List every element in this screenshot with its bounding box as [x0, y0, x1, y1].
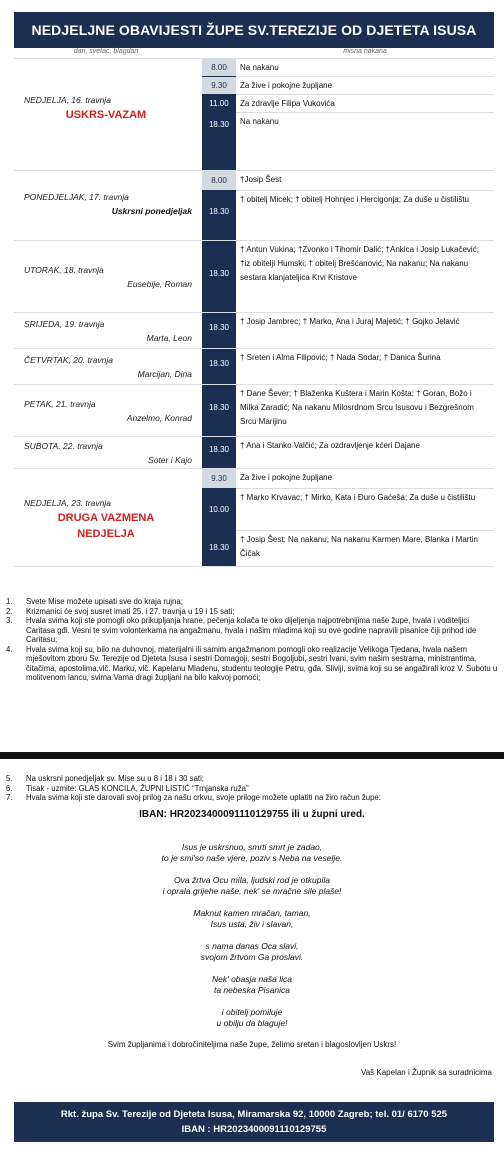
- feast-title: USKRS-VAZAM: [65, 109, 147, 121]
- mass-row: [208, 489, 494, 531]
- announcements-list-continued: [4, 774, 500, 803]
- mass-time-label: 18.30: [208, 207, 230, 216]
- mass-intention: † Josip Šest; Na nakanu; Na nakanu Karmen Mare, Blanka i Martin Čičak: [240, 535, 478, 558]
- announcement-item: [4, 645, 500, 683]
- day-row: [14, 59, 494, 171]
- day-row: [14, 241, 494, 313]
- day-row: [14, 437, 494, 469]
- poem-line: i oprala grijehe naše, nek' se mračne sile plaše!: [162, 886, 342, 896]
- column-headers: [14, 48, 494, 58]
- announcement-text: Svete Mise možete upisati sve do kraja rujna;: [26, 597, 183, 606]
- saint-names: Anzelmo, Konrad: [126, 413, 192, 423]
- announcement-item: [4, 774, 500, 784]
- mass-intention: † Sreten i Alma Filipović; † Nada Sodar; † Danica Šurina: [240, 353, 441, 362]
- announcement-text: Hvala svima koji su, bilo na duhovnoj, materijalni ili samim angažmanom pomogli oko realizacije Velikoga Tjedana, hvala našem mješovitom zboru Sv. Terezije od Djeteta Isusa i sestri Domagoji, sestri Bogoljubi, sestri Ivani, svim našim sestrama, ministrantima, čitačima, apostolima,vlč. Marku, vlč. Kapelanu Mladenu, studentu teologije Petru, gđa. Sliviji, svima koji su se angažirali kroz V. Subotu u molitvenom lancu, svima Vama dragi župljani na bilo kakvoj pomoći;: [26, 644, 498, 682]
- poem-line: svojom žrtvom Ga proslavi.: [200, 952, 304, 962]
- announcement-text: Hvala svima koji ste pomogli oko prikupljanja hrane, pečenja kolača te oko dijeljenja najpotrebnijima naše župe, hvala i voditeljici Caritasa gđi. Vesni te svim volonterkama na angažmanu, hvala i našim mladima koji su ove godine napravili pisanice čiji prihod ide Caritasu;: [26, 616, 477, 644]
- mass-intention: Na nakanu: [240, 117, 279, 126]
- mass-row: [208, 437, 494, 463]
- mass-row: [211, 469, 494, 489]
- mass-time: [202, 385, 236, 431]
- mass-row: [211, 77, 494, 95]
- saint-names: Eusebije, Roman: [127, 279, 192, 289]
- day-row: [14, 349, 494, 385]
- mass-time: [202, 349, 236, 379]
- easter-wish: Svim župljanima i dobročiniteljima naše župe, želimo sretan i blagoslovljen Uskrs!: [107, 1040, 397, 1049]
- poem-line: ta nebeska Pisanica: [213, 985, 291, 995]
- mass-time: [202, 469, 236, 488]
- mass-intention: † Josip Jambrec; † Marko, Ana i Juraj Majetić; † Gojko Jelavić: [240, 317, 460, 326]
- mass-row: [208, 191, 494, 233]
- day-row: [14, 171, 494, 241]
- announcement-number: 6.: [6, 783, 13, 793]
- day-name: NEDJELJA, 16. travnja: [24, 95, 111, 105]
- poem-stanza: [0, 842, 504, 864]
- announcement-number: 3.: [6, 616, 13, 625]
- mass-intention: † Antun Vukina; †Zvonko i Tihomir Dalić; †Ankica i Josip Lukačević; †iz obitelji Humski; † obitelj Brešćanović; Na nakanu; Na nakanu sestara klanjateljica Krvi Kristove: [240, 245, 479, 282]
- column-header-intention: misna nakana: [343, 48, 387, 55]
- footer: [14, 1102, 494, 1142]
- poem-stanza: [0, 1007, 504, 1029]
- poem-line: Isus je uskrsnuo, smrti smrt je zadao,: [181, 842, 323, 852]
- footer-address: Rkt. župa Sv. Terezije od Djeteta Isusa, Miramarska 92, 10000 Zagreb; tel. 01/ 6170 525: [60, 1109, 448, 1120]
- mass-time: [202, 171, 236, 190]
- signature: Vaš Kapelan i Župnik sa suradnicima: [360, 1068, 492, 1077]
- mass-time-label: 18.30: [208, 269, 230, 278]
- announcement-item: [4, 607, 500, 617]
- mass-time: [202, 531, 236, 565]
- mass-time: [202, 241, 236, 307]
- mass-row: [208, 241, 494, 307]
- day-name: SRIJEDA, 19. travnja: [24, 319, 105, 329]
- mass-time: [202, 191, 236, 233]
- page-title: NEDJELJNE OBAVIJESTI ŽUPE SV.TEREZIJE OD DJETETA ISUSA: [31, 22, 477, 38]
- mass-time-label: 9.30: [211, 474, 227, 483]
- day-row: [14, 469, 494, 567]
- poem-line: Maknut kamen mračan, taman,: [193, 908, 311, 918]
- saint-names: Marcijan, Dina: [137, 369, 192, 379]
- poem-line: u obilju da blaguje!: [216, 1018, 288, 1028]
- mass-time-label: 10.00: [208, 505, 230, 514]
- announcement-item: [4, 616, 500, 645]
- mass-time-label: 18.30: [208, 323, 230, 332]
- mass-time-label: 18.30: [208, 445, 230, 454]
- mass-row: [209, 95, 494, 113]
- mass-time-label: 8.00: [211, 176, 227, 185]
- mass-time: [202, 489, 236, 530]
- mass-intention: † obitelj Micek; † obitelj Hohnjec i Hercigonja; Za duše u čistilištu: [240, 195, 469, 204]
- poem-line: Nek' obasja naša lica: [211, 974, 293, 984]
- day-row: [14, 313, 494, 349]
- mass-row: [208, 313, 494, 343]
- mass-time: [202, 95, 236, 112]
- mass-time-label: 18.30: [208, 120, 230, 129]
- mass-intention: Za žive i pokojne župljane: [240, 81, 333, 90]
- announcement-text: Na uskrsni ponedjeljak sv. Mise su u 8 i 18 i 30 sati;: [26, 774, 204, 783]
- poem-stanza: [0, 908, 504, 930]
- saint-names: Soter i Kajo: [148, 455, 192, 465]
- mass-intention: Za žive i pokojne župljane: [240, 473, 333, 482]
- mass-row: [208, 113, 494, 137]
- column-header-day: dan, svetac, blagdan: [73, 48, 139, 55]
- announcement-text: Tisak - uzmite: GLAS KONCILA, ŽUPNI LISTIĆ “Trnjanska ruža”: [26, 783, 249, 793]
- day-name: ČETVRTAK, 20. travnja: [24, 355, 113, 365]
- mass-intention: Za zdravlje Filipa Vukovića: [240, 99, 335, 108]
- day-name: PETAK, 21. travnja: [24, 399, 96, 409]
- mass-time: [202, 437, 236, 463]
- announcement-number: 2.: [6, 606, 13, 616]
- mass-time: [202, 113, 236, 137]
- mass-schedule: [14, 58, 494, 567]
- mass-intention: † Marko Krvavac; † Mirko, Kata i Đuro Gaćeša; Za duše u čistilištu: [240, 493, 476, 502]
- saint-names: Marta, Leon: [146, 333, 192, 343]
- mass-time-label: 18.30: [208, 359, 230, 368]
- mass-intention: † Ana i Stanko Valčić; Za ozdravljenje kćeri Dajane: [240, 441, 420, 450]
- mass-time: [202, 59, 236, 76]
- announcement-item: [4, 793, 500, 803]
- iban-line: IBAN: HR2023400091110129755 ili u župni ured.: [139, 809, 365, 820]
- mass-intention: †Josip Šest: [240, 175, 282, 184]
- day-name: PONEDJELJAK, 17. travnja: [24, 192, 129, 202]
- mass-intention: Na nakanu: [240, 63, 279, 72]
- mass-intention: † Dane Šever; † Blaženka Kuštera i Marin Košta; † Goran, Božo i Milka Zaradić; Na nakanu Milosrdnom Srcu Isusovu i Bezgrešnom Srcu Marijinu: [240, 389, 474, 426]
- mass-row: [211, 59, 494, 77]
- announcement-item: [4, 597, 500, 607]
- poem-stanza: [0, 875, 504, 897]
- poem-line: Ova žrtva Ocu mila, ljudski rod je otkupila: [174, 875, 330, 885]
- mass-time: [202, 77, 236, 94]
- announcement-number: 1.: [6, 597, 13, 606]
- mass-time-label: 18.30: [208, 403, 230, 412]
- feast-title: Uskrsni ponedjeljak: [111, 206, 192, 216]
- mass-time: [202, 313, 236, 343]
- mass-row: [208, 385, 494, 431]
- announcement-number: 7.: [6, 793, 13, 802]
- poem-stanza: [0, 974, 504, 996]
- mass-time-label: 9.30: [211, 81, 227, 90]
- poem-line: Isus usta, živ i slavan,: [210, 919, 294, 929]
- mass-row: [211, 171, 494, 191]
- announcement-text: Krizmanici će svoj susret imati 25. i 27. travnja u 19 i 15 sati;: [26, 606, 235, 616]
- announcement-number: 4.: [6, 644, 13, 654]
- announcements-list: [4, 597, 500, 683]
- poem-stanza: [0, 941, 504, 963]
- mass-time-label: 18.30: [208, 543, 230, 552]
- mass-row: [208, 349, 494, 379]
- section-divider: [0, 752, 504, 759]
- day-name: UTORAK, 18. travnja: [24, 265, 104, 275]
- mass-row: [208, 531, 494, 565]
- day-name: NEDJELJA, 23. travnja: [24, 498, 111, 508]
- mass-time-label: 11.00: [209, 99, 229, 108]
- announcement-text: Hvala svima koji ste darovali svoj prilog za našu crkvu, svoje priloge možete uplatiti na žiro račun župe:: [26, 793, 381, 802]
- poem-line: i obitelj pomiluje: [221, 1007, 283, 1017]
- feast-title: DRUGA VAZMENA NEDJELJA: [57, 512, 155, 540]
- poem-line: s nama danas Oca slavi,: [205, 941, 299, 951]
- day-row: [14, 385, 494, 437]
- announcement-item: [4, 784, 500, 794]
- mass-time-label: 8.00: [211, 63, 227, 72]
- footer-iban: IBAN : HR2023400091110129755: [181, 1124, 327, 1135]
- announcement-number: 5.: [6, 774, 13, 783]
- easter-poem: [0, 842, 504, 1040]
- day-name: SUBOTA, 22. travnja: [24, 441, 103, 451]
- page-header: [14, 12, 494, 48]
- poem-line: to je smi'so naše vjere, poziv s Neba na veselje.: [161, 853, 343, 863]
